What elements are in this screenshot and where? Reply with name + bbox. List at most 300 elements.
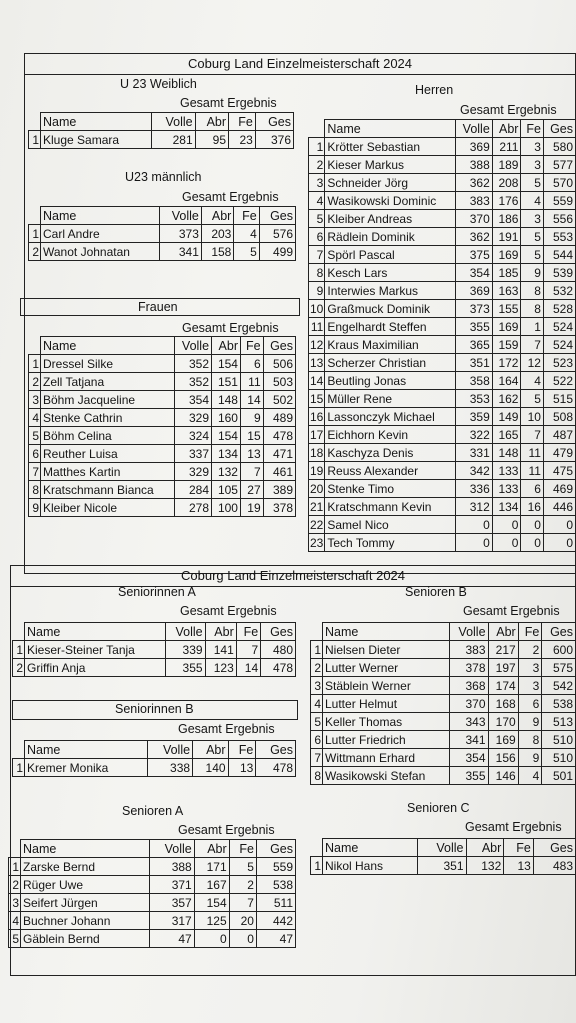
abr-cell: 154 [212,355,241,373]
table-row [9,876,296,894]
abr-cell: 203 [201,225,233,243]
table-row [311,695,576,713]
ges-cell: 0 [543,516,575,534]
name-cell: Tech Tommy [325,534,456,552]
column-header-volle: Volle [174,337,211,355]
table-row [29,225,296,243]
table-row [311,641,576,659]
column-header-name: Name [323,623,450,641]
rank-cell: 9 [29,499,41,517]
volle-cell: 278 [174,499,211,517]
header-row [311,839,576,857]
rank-header-cell [29,113,41,131]
volle-cell: 281 [151,131,195,149]
ges-cell: 580 [543,138,575,156]
ges-cell: 446 [543,498,575,516]
ges-cell: 478 [256,759,296,777]
abr-cell: 100 [212,499,241,517]
abr-cell: 171 [194,858,229,876]
volle-cell: 341 [160,243,202,261]
name-cell: Wasikowski Stefan [323,767,450,785]
rank-cell: 12 [310,337,324,352]
table-row [311,659,576,677]
volle-cell: 317 [149,912,194,930]
seniorinnen-a-table [12,622,296,677]
abr-cell: 189 [492,156,521,174]
table-row [9,858,296,876]
name-cell: Scherzer Christian [325,354,456,372]
rank-cell: 2 [29,373,41,391]
ges-cell: 0 [543,534,575,552]
rank-cell: 16 [310,409,324,424]
table-row [309,498,576,516]
name-cell: Zarske Bernd [21,858,150,876]
abr-cell: 141 [205,641,236,659]
ges-cell: 502 [263,391,295,409]
rank-cell: 2 [309,156,325,174]
name-cell: Lutter Helmut [323,695,450,713]
abr-cell: 159 [492,336,521,354]
name-cell: Wittmann Erhard [323,749,450,767]
abr-cell: 217 [488,641,518,659]
table-row [29,391,296,409]
volle-cell: 339 [165,641,205,659]
name-cell: Nikol Hans [323,857,418,875]
fe-cell: 9 [518,713,542,731]
results-sheet-1 [10,50,576,572]
volle-cell: 351 [418,857,466,875]
column-header-name: Name [323,839,418,857]
abr-cell: 169 [492,246,521,264]
rank-cell: 13 [310,355,324,370]
table-row [13,641,296,659]
column-header-ges: Ges [542,623,576,641]
volle-cell: 369 [455,282,492,300]
ges-cell: 506 [263,355,295,373]
herren-table [308,119,576,552]
fe-cell: 2 [229,876,256,894]
rank-cell: 18 [310,445,324,460]
column-header-volle: Volle [151,113,195,131]
table-row [309,246,576,264]
abr-cell: 148 [212,391,241,409]
fe-cell: 6 [521,480,543,498]
table-row [29,373,296,391]
column-header-volle: Volle [147,741,193,759]
seniorinnen-a-group-label: Gesamt Ergebnis [180,604,277,618]
fe-cell: 8 [518,731,542,749]
name-cell: Gäblein Bernd [21,930,150,948]
name-cell: Kraus Maximilian [325,336,456,354]
rank-cell: 1 [29,225,41,243]
rank-cell: 17 [310,427,324,442]
column-header-fe: Fe [521,120,543,138]
column-header-fe: Fe [240,337,263,355]
results-sheet-2 [10,562,576,974]
volle-cell: 338 [147,759,193,777]
header-row [9,840,296,858]
header-row [309,120,576,138]
volle-cell: 373 [160,225,202,243]
ges-cell: 483 [533,857,575,875]
column-header-abr: Abr [212,337,241,355]
fe-cell: 7 [236,641,260,659]
column-header-name: Name [41,337,175,355]
column-header-fe: Fe [236,623,260,641]
fe-cell: 7 [240,463,263,481]
column-header-fe: Fe [229,840,256,858]
column-header-abr: Abr [488,623,518,641]
table-row [13,659,296,677]
column-header-fe: Fe [504,839,534,857]
column-header-abr: Abr [466,839,504,857]
frauen-heading: Frauen [138,300,178,314]
u23w-heading: U 23 Weiblich [120,77,197,91]
volle-cell: 368 [449,677,488,695]
abr-cell: 191 [492,228,521,246]
volle-cell: 362 [455,228,492,246]
table-row [309,354,576,372]
abr-cell: 133 [492,480,521,498]
ges-cell: 538 [256,876,295,894]
table-row [309,390,576,408]
fe-cell: 0 [229,930,256,948]
ges-cell: 501 [542,767,576,785]
table-row [309,282,576,300]
ges-cell: 553 [543,228,575,246]
ges-cell: 489 [263,409,295,427]
name-cell: Kesch Lars [325,264,456,282]
table-row [309,480,576,498]
fe-cell: 5 [521,174,543,192]
name-cell: Lutter Werner [323,659,450,677]
volle-cell: 388 [149,858,194,876]
name-cell: Stenke Cathrin [41,409,175,427]
table-row [309,318,576,336]
ges-cell: 570 [543,174,575,192]
column-header-volle: Volle [449,623,488,641]
rank-cell: 14 [310,373,324,388]
rank-cell: 4 [311,695,323,713]
rank-header-cell [29,337,41,355]
abr-cell: 133 [492,462,521,480]
table-row [9,930,296,948]
abr-cell: 154 [194,894,229,912]
name-cell: Lassonczyk Michael [325,408,456,426]
fe-cell: 14 [240,391,263,409]
volle-cell: 284 [174,481,211,499]
abr-cell: 132 [466,857,504,875]
abr-cell: 211 [492,138,521,156]
volle-cell: 355 [455,318,492,336]
abr-cell: 158 [201,243,233,261]
rank-cell: 4 [309,192,325,210]
rank-cell: 8 [309,264,325,282]
fe-cell: 6 [518,695,542,713]
rank-header-cell [29,207,41,225]
rank-cell: 6 [29,445,41,463]
ges-cell: 577 [543,156,575,174]
name-cell: Rüger Uwe [21,876,150,894]
table-row [311,713,576,731]
abr-cell: 167 [194,876,229,894]
rank-cell: 1 [13,759,25,777]
volle-cell: 365 [455,336,492,354]
rank-cell: 5 [311,713,323,731]
name-cell: Buchner Johann [21,912,150,930]
volle-cell: 354 [455,264,492,282]
abr-cell: 148 [492,444,521,462]
ges-cell: 479 [543,444,575,462]
rank-cell: 3 [311,677,323,695]
rank-header-cell [309,120,325,138]
fe-cell: 7 [229,894,256,912]
name-cell: Kluge Samara [41,131,152,149]
seniorinnen-b-heading: Seniorinnen B [115,702,194,716]
senioren-a-group-label: Gesamt Ergebnis [178,823,275,837]
volle-cell: 337 [174,445,211,463]
frauen-group-label: Gesamt Ergebnis [182,321,279,335]
table-row [29,243,296,261]
volle-cell: 353 [455,390,492,408]
name-cell: Stenke Timo [325,480,456,498]
table-row [309,336,576,354]
rank-cell: 6 [311,731,323,749]
abr-cell: 186 [492,210,521,228]
table-row [311,677,576,695]
name-cell: Carl Andre [41,225,160,243]
fe-cell: 9 [521,264,543,282]
fe-cell: 9 [240,409,263,427]
volle-cell: 373 [455,300,492,318]
volle-cell: 370 [455,210,492,228]
fe-cell: 4 [521,372,543,390]
header-row [13,741,296,759]
rank-cell: 3 [309,174,325,192]
rank-header-cell [13,623,25,641]
name-cell: Müller Rene [325,390,456,408]
ges-cell: 376 [255,131,293,149]
name-cell: Schneider Jörg [325,174,456,192]
fe-cell: 13 [228,759,256,777]
column-header-name: Name [25,623,166,641]
table-row [309,192,576,210]
ges-cell: 461 [263,463,295,481]
header-row [13,623,296,641]
table-row [309,372,576,390]
name-cell: Interwies Markus [325,282,456,300]
ges-cell: 511 [256,894,295,912]
name-cell: Kratschmann Kevin [325,498,456,516]
abr-cell: 149 [492,408,521,426]
name-cell: Kleiber Nicole [41,499,175,517]
fe-cell: 8 [521,282,543,300]
abr-cell: 155 [492,300,521,318]
senioren-a-table [8,839,296,948]
column-header-volle: Volle [455,120,492,138]
table-row [309,156,576,174]
name-cell: Engelhardt Steffen [325,318,456,336]
fe-cell: 15 [240,427,263,445]
ges-cell: 508 [543,408,575,426]
rank-cell: 7 [29,463,41,481]
header-row [29,337,296,355]
ges-cell: 510 [542,731,576,749]
abr-cell: 0 [492,516,521,534]
volle-cell: 342 [455,462,492,480]
volle-cell: 322 [455,426,492,444]
table-row [309,264,576,282]
column-header-abr: Abr [205,623,236,641]
rank-cell: 23 [310,535,324,550]
sheet-title-2: Coburg Land Einzelmeisterschaft 2024 [10,565,576,587]
name-cell: Kratschmann Bianca [41,481,175,499]
rank-cell: 20 [310,481,324,496]
name-cell: Kieser-Steiner Tanja [25,641,166,659]
senioren-b-table [310,622,576,785]
volle-cell: 351 [455,354,492,372]
ges-cell: 542 [542,677,576,695]
seniorinnen-b-group-label: Gesamt Ergebnis [178,722,275,736]
column-header-abr: Abr [195,113,228,131]
table-row [29,445,296,463]
volle-cell: 0 [455,516,492,534]
table-row [309,516,576,534]
u23m-heading: U23 männlich [125,170,202,184]
u23m-table [28,206,296,261]
volle-cell: 383 [455,192,492,210]
column-header-abr: Abr [201,207,233,225]
seniorinnen-a-heading: Seniorinnen A [118,585,196,599]
rank-cell: 22 [310,517,324,532]
name-cell: Kleiber Andreas [325,210,456,228]
fe-cell: 5 [521,390,543,408]
abr-cell: 164 [492,372,521,390]
header-row [29,207,296,225]
name-cell: Graßmuck Dominik [325,300,456,318]
ges-cell: 480 [261,641,296,659]
ges-cell: 524 [543,336,575,354]
ges-cell: 532 [543,282,575,300]
abr-cell: 134 [492,498,521,516]
senioren-b-group-label: Gesamt Ergebnis [463,604,560,618]
ges-cell: 559 [256,858,295,876]
table-row [309,138,576,156]
u23m-group-label: Gesamt Ergebnis [182,190,279,204]
rank-cell: 2 [311,659,323,677]
ges-cell: 478 [263,427,295,445]
table-row [13,759,296,777]
ges-cell: 389 [263,481,295,499]
fe-cell: 27 [240,481,263,499]
volle-cell: 359 [455,408,492,426]
name-cell: Krötter Sebastian [325,138,456,156]
rank-cell: 4 [29,409,41,427]
volle-cell: 370 [449,695,488,713]
table-row [309,408,576,426]
ges-cell: 523 [543,354,575,372]
volle-cell: 329 [174,409,211,427]
ges-cell: 556 [543,210,575,228]
abr-cell: 0 [492,534,521,552]
fe-cell: 7 [521,426,543,444]
abr-cell: 156 [488,749,518,767]
fe-cell: 4 [518,767,542,785]
abr-cell: 163 [492,282,521,300]
fe-cell: 13 [240,445,263,463]
column-header-ges: Ges [533,839,575,857]
table-row [309,210,576,228]
rank-cell: 3 [29,391,41,409]
abr-cell: 146 [488,767,518,785]
volle-cell: 357 [149,894,194,912]
column-header-fe: Fe [228,741,256,759]
senioren-a-heading: Senioren A [122,804,184,818]
ges-cell: 442 [256,912,295,930]
name-cell: Wanot Johnatan [41,243,160,261]
rank-cell: 10 [310,301,324,316]
table-row [309,228,576,246]
table-row [29,131,294,149]
volle-cell: 369 [455,138,492,156]
abr-cell: 0 [194,930,229,948]
u23w-table [28,112,294,149]
rank-cell: 1 [309,138,325,156]
fe-cell: 3 [521,156,543,174]
volle-cell: 352 [174,373,211,391]
ges-cell: 469 [543,480,575,498]
senioren-c-group-label: Gesamt Ergebnis [465,820,562,834]
abr-cell: 170 [488,713,518,731]
name-cell: Böhm Jacqueline [41,391,175,409]
fe-cell: 3 [521,210,543,228]
ges-cell: 528 [543,300,575,318]
fe-cell: 11 [240,373,263,391]
volle-cell: 355 [165,659,205,677]
rank-cell: 5 [9,930,21,948]
column-header-ges: Ges [255,113,293,131]
fe-cell: 9 [518,749,542,767]
column-header-ges: Ges [256,840,295,858]
volle-cell: 0 [455,534,492,552]
rank-cell: 1 [13,641,25,659]
fe-cell: 20 [229,912,256,930]
abr-cell: 125 [194,912,229,930]
name-cell: Kieser Markus [325,156,456,174]
abr-cell: 151 [212,373,241,391]
fe-cell: 13 [504,857,534,875]
volle-cell: 354 [174,391,211,409]
volle-cell: 343 [449,713,488,731]
column-header-abr: Abr [193,741,229,759]
header-row [29,113,294,131]
name-cell: Dressel Silke [41,355,175,373]
header-row [311,623,576,641]
rank-cell: 2 [13,659,25,677]
ges-cell: 524 [543,318,575,336]
abr-cell: 132 [212,463,241,481]
name-cell: Wasikowski Dominic [325,192,456,210]
name-cell: Griffin Anja [25,659,166,677]
rank-cell: 7 [311,749,323,767]
ges-cell: 575 [542,659,576,677]
table-row [309,300,576,318]
table-row [309,426,576,444]
abr-cell: 134 [212,445,241,463]
name-cell: Zell Tatjana [41,373,175,391]
name-cell: Kremer Monika [25,759,148,777]
rank-cell: 3 [9,894,21,912]
